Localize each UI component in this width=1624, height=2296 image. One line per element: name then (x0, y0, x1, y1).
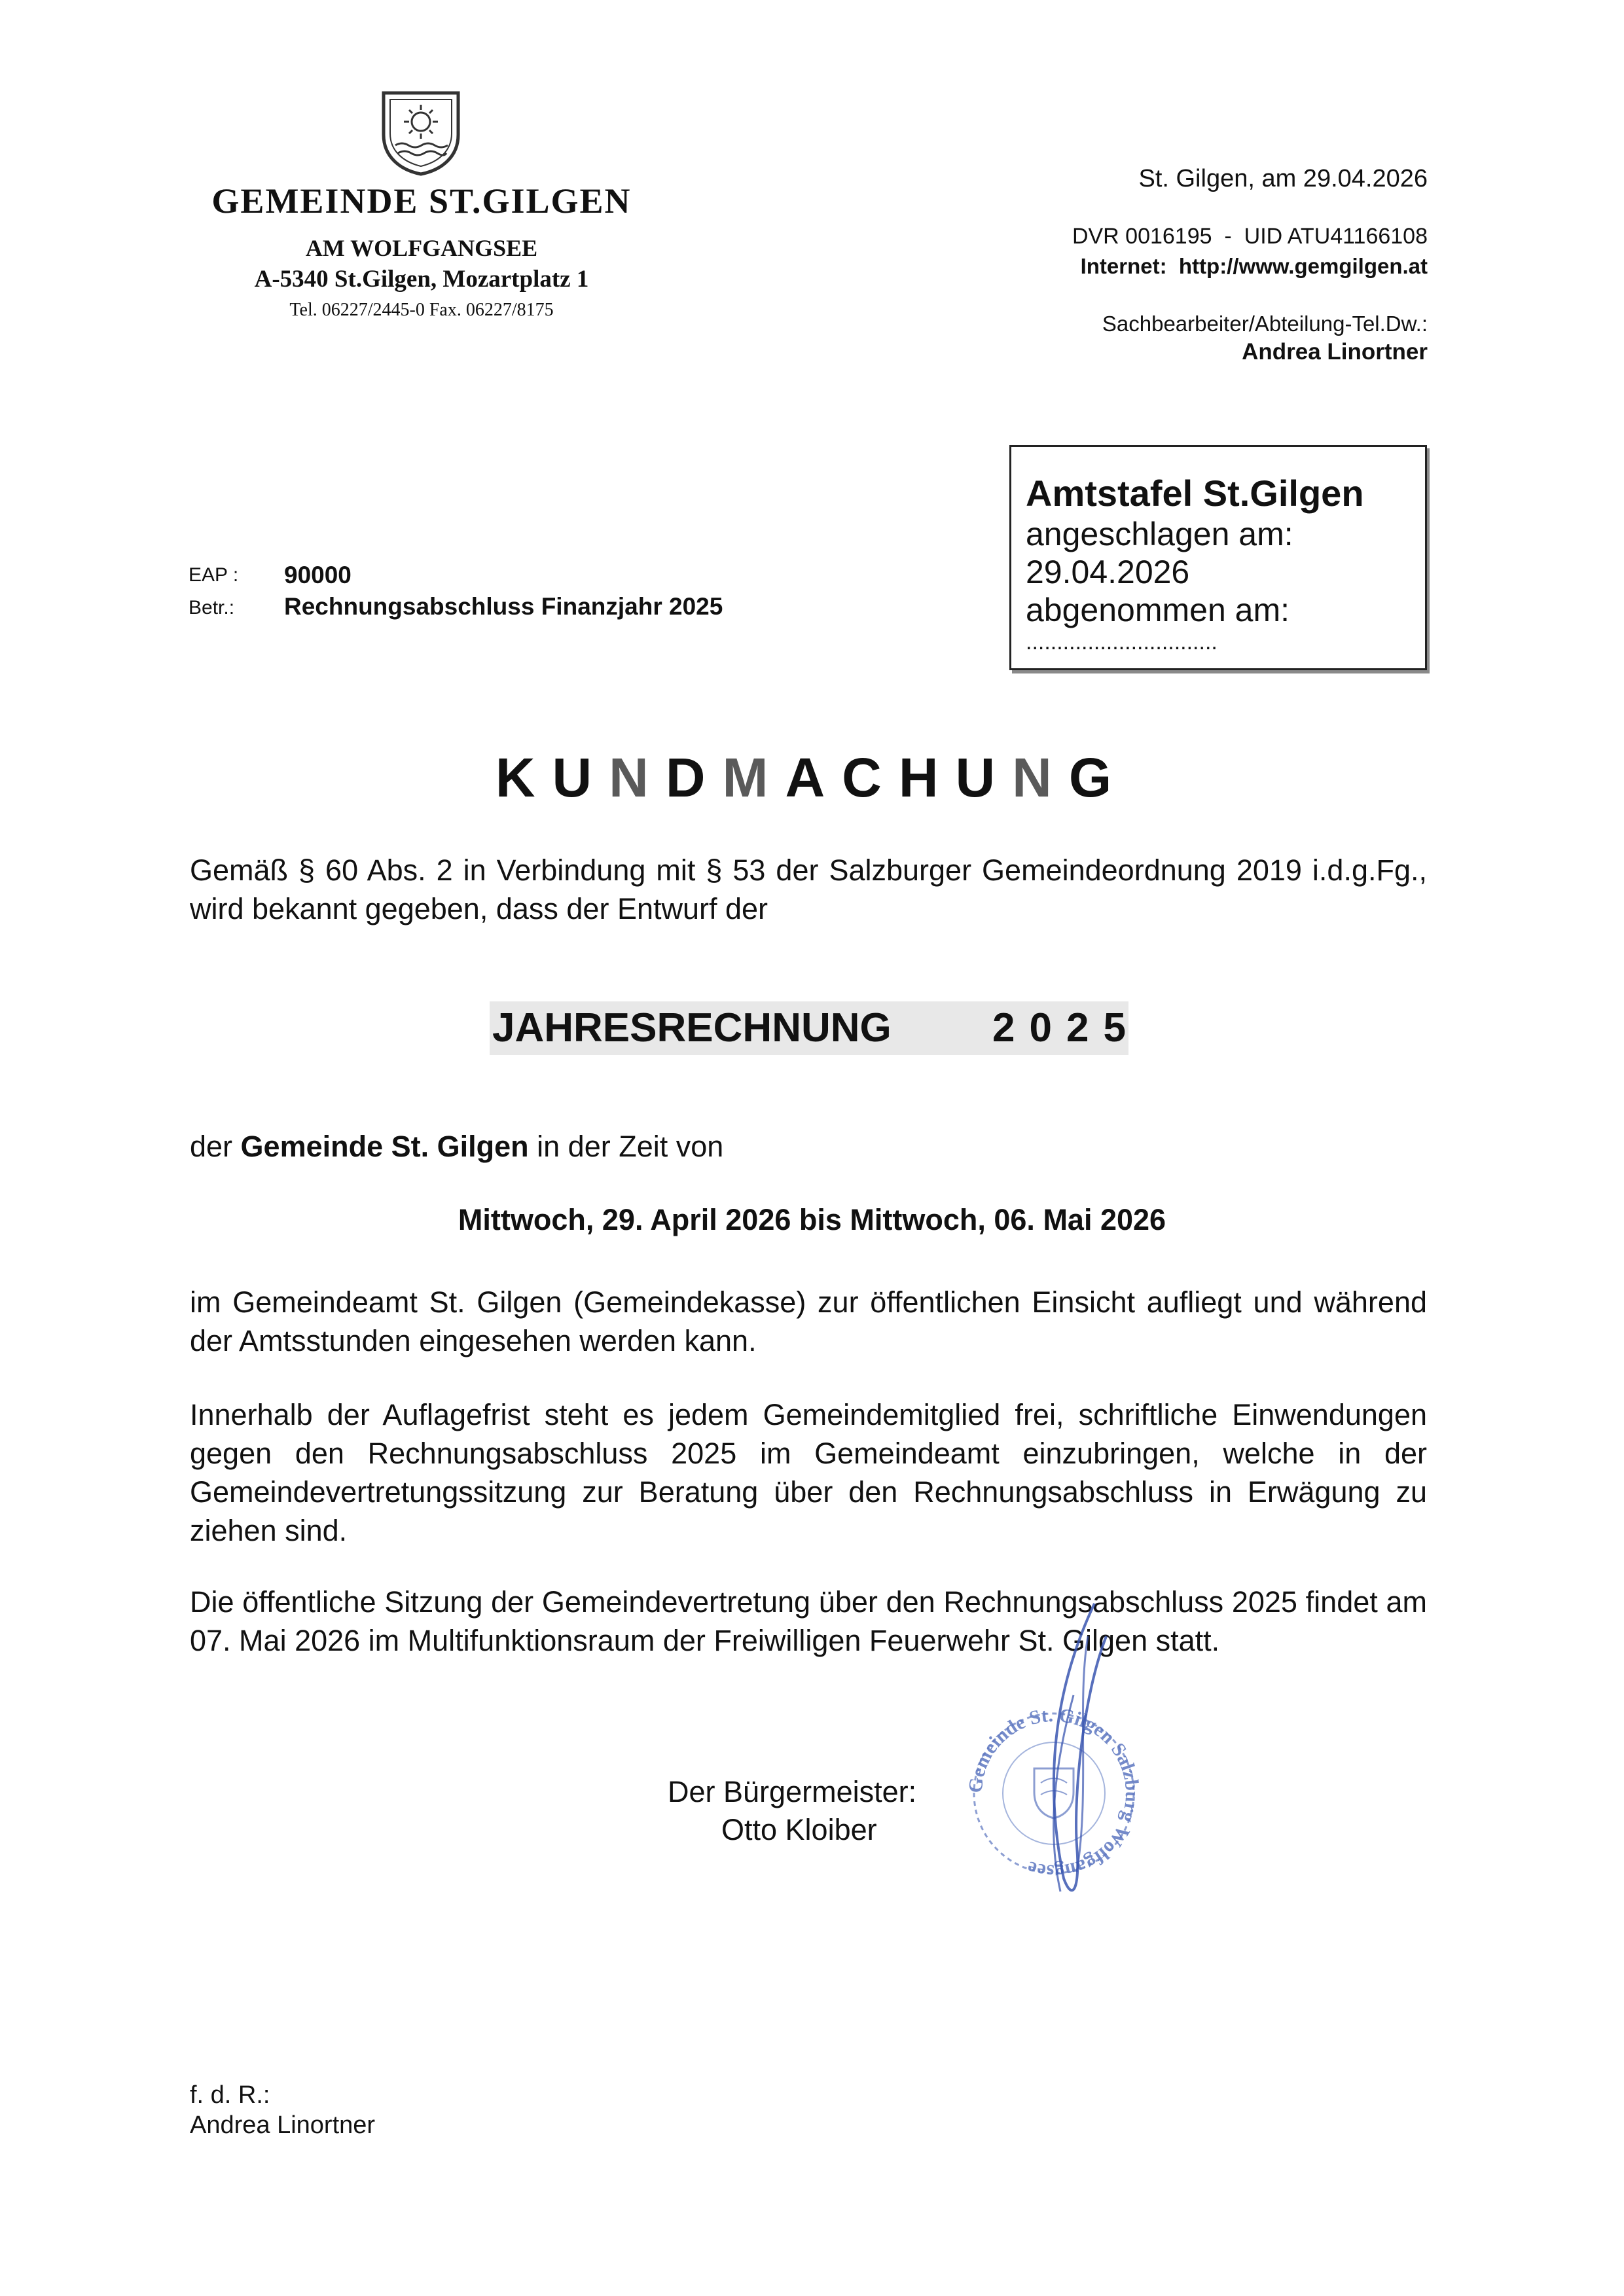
subject-band (490, 1001, 1140, 1055)
internet-line: Internet: http://www.gemgilgen.at (1080, 254, 1428, 278)
official-seal (943, 1597, 1165, 1911)
municipal-crest-icon (378, 89, 463, 177)
inspection-paragraph: im Gemeindeamt St. Gilgen (Gemeindekasse) zur öffentlichen Einsicht aufliegt und während der Amtsstunden eingesehen werden kann. (190, 1285, 1427, 1357)
subject-label: Betr.: (189, 597, 235, 619)
seal-text: Gemeinde St. Gilgen Salzburg Wolfgangsee (964, 1704, 1144, 1883)
org-name: GEMEINDE ST.GILGEN (211, 181, 632, 221)
signatory-title: Der Bürgermeister: (668, 1775, 917, 1808)
objections-paragraph: Innerhalb der Auflagefrist steht es jedem Gemeindemitglied frei, schriftliche Einwendungen gegen den Rechnungsabschluss 2025 im Gemeindeamt einzubringen, welche in der Gemeindevertretungssitzung zur Beratung über den Rechnungsabschluss in Erwägung zu ziehen sind. (190, 1398, 1427, 1547)
municipality-name: Gemeinde St. Gilgen (240, 1130, 529, 1163)
eap-label: EAP : (189, 564, 239, 586)
municipality-line (190, 1130, 723, 1164)
inspection-period: Mittwoch, 29. April 2026 bis Mittwoch, 06. Mai 2026 (458, 1203, 1166, 1236)
removed-date: ............................... (1026, 630, 1218, 655)
fdr-label: f. d. R.: (190, 2081, 270, 2109)
municipality-suffix: in der Zeit von (528, 1130, 724, 1163)
clerk-name: Andrea Linortner (1242, 339, 1428, 365)
subject-year: 2025 (992, 1005, 1140, 1050)
document-heading: KUNDMACHUNG (495, 747, 1129, 808)
subject-word: JAHRESRECHNUNG (492, 1005, 892, 1050)
posted-label: angeschlagen am: (1026, 516, 1293, 552)
org-subtitle: AM WOLFGANGSEE (305, 235, 538, 261)
intro-paragraph: Gemäß § 60 Abs. 2 in Verbindung mit § 53 der Salzburger Gemeindeordnung 2019 i.d.g.Fg., wird bekannt gegeben, dass der Entwurf der (190, 853, 1427, 925)
date-line: St. Gilgen, am 29.04.2026 (1138, 165, 1428, 192)
notice-board-box (1009, 445, 1427, 670)
municipality-prefix: der (190, 1130, 241, 1163)
eap-value: 90000 (284, 562, 352, 588)
session-paragraph: Die öffentliche Sitzung der Gemeindevertretung über den Rechnungsabschluss 2025 findet am 07. Mai 2026 im Multifunktionsraum der Freiwilligen Feuerwehr St. Gilgen statt. (190, 1585, 1427, 1657)
posted-date: 29.04.2026 (1026, 554, 1190, 590)
subject-value: Rechnungsabschluss Finanzjahr 2025 (284, 593, 723, 620)
dvr-uid-line: DVR 0016195 - UID ATU41166108 (1072, 224, 1428, 249)
notice-board-title: Amtstafel St.Gilgen (1026, 473, 1364, 514)
org-phone: Tel. 06227/2445-0 Fax. 06227/8175 (289, 300, 554, 320)
clerk-label: Sachbearbeiter/Abteilung-Tel.Dw.: (1102, 312, 1428, 336)
signatory-name: Otto Kloiber (721, 1813, 877, 1846)
org-address: A-5340 St.Gilgen, Mozartplatz 1 (254, 266, 589, 293)
removed-label: abgenommen am: (1026, 592, 1290, 628)
fdr-name: Andrea Linortner (190, 2111, 376, 2139)
